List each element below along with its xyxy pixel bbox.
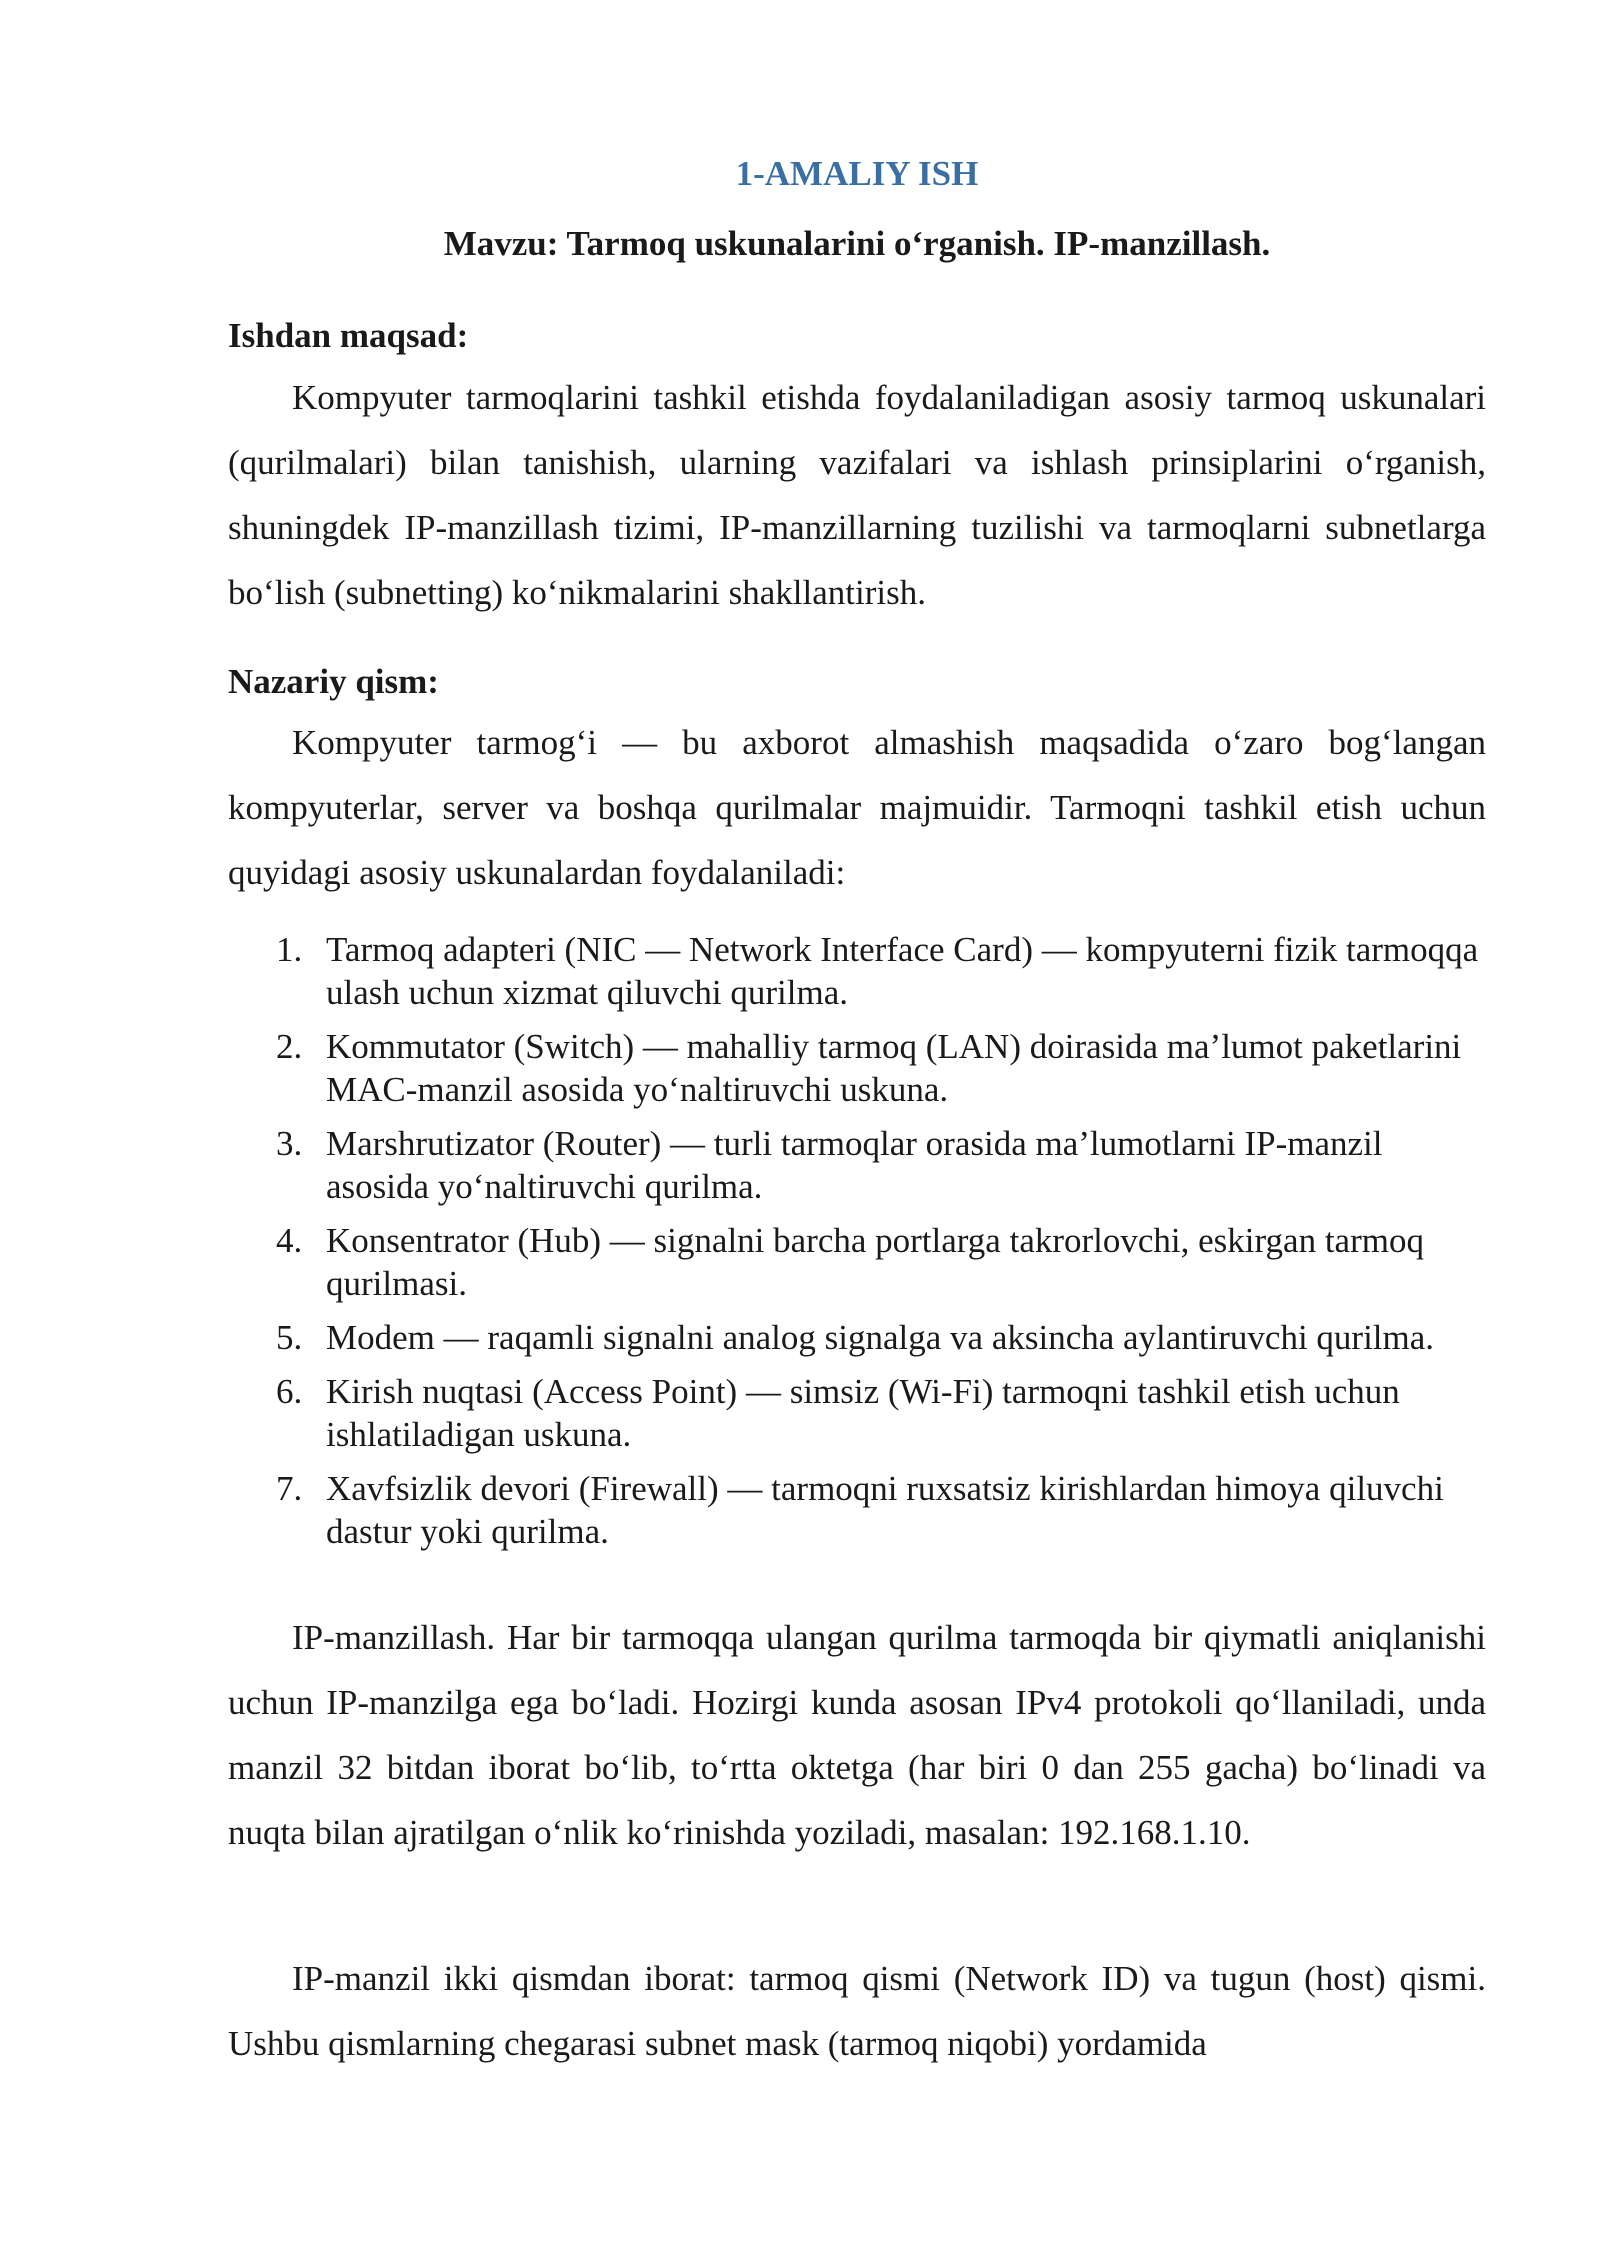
equipment-list	[276, 928, 1486, 1564]
list-item-number: 7.	[276, 1469, 303, 1508]
list-item	[276, 1370, 1486, 1456]
list-item-text: Konsentrator (Hub) — signalni barcha portlarga takrorlovchi, eskirgan tarmoq qurilmasi.	[326, 1221, 1424, 1303]
document-title: 1-AMALIY ISH	[735, 154, 979, 193]
list-item-text: Modem — raqamli signalni analog signalga va aksincha aylantiruvchi qurilma.	[326, 1318, 1435, 1357]
document-subtitle: Mavzu: Tarmoq uskunalarini o‘rganish. IP-manzillash.	[443, 224, 1271, 263]
list-item-text: Kirish nuqtasi (Access Point) — simsiz (Wi-Fi) tarmoqni tashkil etish uchun ishlatiladigan uskuna.	[326, 1372, 1400, 1454]
list-item-text: Kommutator (Switch) — mahalliy tarmoq (LAN) doirasida ma’lumot paketlarini MAC-manzil asosida yo‘naltiruvchi uskuna.	[326, 1027, 1462, 1109]
list-item-number: 1.	[276, 930, 303, 969]
list-item-text: Marshrutizator (Router) — turli tarmoqlar orasida ma’lumotlarni IP-manzil asosida yo‘naltiruvchi qurilma.	[326, 1124, 1383, 1206]
theory-intro-paragraph: Kompyuter tarmog‘i — bu axborot almashish maqsadida o‘zaro bog‘langan kompyuterlar, server va boshqa qurilmalar majmuidir. Tarmoqni tashkil etish uchun quyidagi asosiy uskunalardan foydalaniladi:	[228, 723, 1486, 892]
list-item-number: 2.	[276, 1027, 303, 1066]
theory-heading: Nazariy qism:	[228, 662, 439, 701]
list-item-number: 6.	[276, 1372, 303, 1411]
goal-paragraph: Kompyuter tarmoqlarini tashkil etishda foydalaniladigan asosiy tarmoq uskunalari (qurilmalari) bilan tanishish, ularning vazifalari va ishlash prinsiplarini o‘rganish, shuningdek IP-manzillash tizimi, IP-manzillarning tuzilishi va tarmoqlarni subnetlarga bo‘lish (subnetting) ko‘nikmalarini shakllantirish.	[228, 378, 1486, 612]
ip-addressing-paragraph: IP-manzillash. Har bir tarmoqqa ulangan qurilma tarmoqda bir qiymatli aniqlanishi uchun IP-manzilga ega bo‘ladi. Hozirgi kunda asosan IPv4 protokoli qo‘llaniladi, unda manzil 32 bitdan iborat bo‘lib, to‘rtta oktetga (har biri 0 dan 255 gacha) bo‘linadi va nuqta bilan ajratilgan o‘nlik ko‘rinishda yoziladi, masalan: 192.168.1.10.	[228, 1618, 1486, 1852]
list-item-number: 5.	[276, 1318, 303, 1357]
list-item-number: 3.	[276, 1124, 303, 1163]
ip-parts-paragraph: IP-manzil ikki qismdan iborat: tarmoq qismi (Network ID) va tugun (host) qismi. Ushbu qismlarning chegarasi subnet mask (tarmoq niqobi) yordamida	[228, 1959, 1486, 2063]
list-item	[276, 1219, 1486, 1305]
list-item-number: 4.	[276, 1221, 303, 1260]
goal-heading: Ishdan maqsad:	[228, 316, 469, 355]
list-item	[276, 1122, 1486, 1208]
list-item-text: Xavfsizlik devori (Firewall) — tarmoqni ruxsatsiz kirishlardan himoya qiluvchi dastur yoki qurilma.	[326, 1469, 1444, 1551]
list-item	[276, 1025, 1486, 1111]
list-item	[276, 1467, 1486, 1553]
list-item	[276, 928, 1486, 1014]
list-item	[276, 1316, 1486, 1359]
list-item-text: Tarmoq adapteri (NIC — Network Interface Card) — kompyuterni fizik tarmoqqa ulash uchun xizmat qiluvchi qurilma.	[326, 930, 1479, 1012]
